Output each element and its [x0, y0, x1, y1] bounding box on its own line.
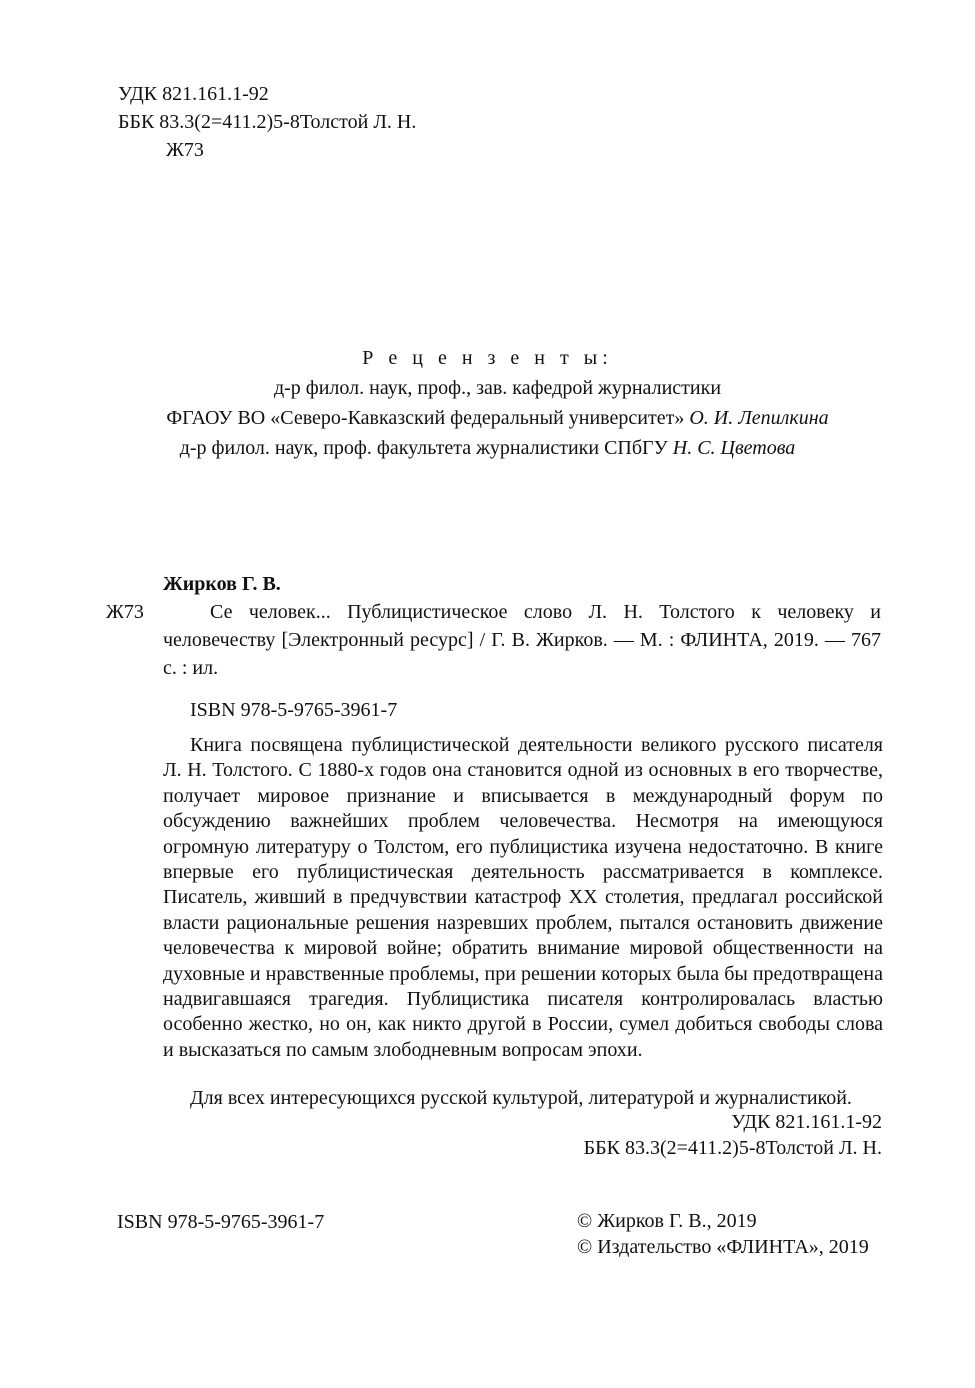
annotation-text: Книга посвящена публицистической деятельности великого русского писателя Л. Н. Толстого. С 1880-х годов она становится одной из основных в его творчестве, получает мировое признание и вписывается в международный форум по обсуждению важнейших проблем человечества. Несмотря на имеющуюся огромную литературу о Толстом, его публицистика изучена недостаточно. В книге впервые его публицистическая деятельность рассматривается в комплексе. Писатель, живший в предчувствии катастроф XX столетия, предлагал российской власти рациональные решения назревших проблем, пытался остановить движение человечества к мировой войне; обратить внимание мировой общественности на духовные и нравственные проблемы, при решении которых была бы предотвращена надвигавшаяся трагедия. Публицистика писателя контролировалась властью особенно жестко, но он, как никто другой в России, сумел добиться свободы слова и высказаться по самым злободневным вопросам эпохи.	[163, 734, 883, 1061]
reviewer-affiliation: д-р филол. наук, проф. факультета журналистики СПбГУ	[179, 437, 673, 459]
reviewers-title: Р е ц е н з е н т ы:	[362, 347, 613, 369]
annotation	[163, 733, 883, 1063]
reviewer-name: О. И. Лепилкина	[689, 407, 829, 429]
bbk-code: ББК 83.3(2=411.2)5-8Толстой Л. Н.	[118, 111, 417, 133]
reviewer-line-1: д-р филол. наук, проф., зав. кафедрой журналистики	[273, 377, 722, 399]
reviewer-line-3	[0, 433, 975, 463]
record-description	[163, 598, 881, 682]
cutter-code: Ж73	[166, 139, 204, 161]
reviewer-affiliation: ФГАОУ ВО «Северо-Кавказский федеральный университет»	[166, 407, 690, 429]
copyright-block	[577, 1208, 869, 1260]
audience-note: Для всех интересующихся русской культурой, литературой и журналистикой.	[190, 1087, 852, 1109]
record-isbn: ISBN 978-5-9765-3961-7	[190, 699, 398, 721]
record-udk: УДК 821.161.1-92	[731, 1111, 882, 1133]
record-description-text: Се человек... Публицистическое слово Л. Н. Толстого к человеку и человечеству [Электронный ресурс] / Г. В. Жирков. — М. : ФЛИНТА, 2019. — 767 с. : ил.	[163, 601, 881, 679]
copyright-publisher: © Издательство «ФЛИНТА», 2019	[577, 1236, 869, 1258]
reviewer-line-2	[0, 403, 975, 433]
footer-isbn: ISBN 978-5-9765-3961-7	[117, 1211, 325, 1233]
copyright-author: © Жирков Г. В., 2019	[577, 1210, 757, 1232]
reviewer-name: Н. С. Цветова	[672, 437, 796, 459]
classification-codes	[118, 80, 416, 164]
record-bbk: ББК 83.3(2=411.2)5-8Толстой Л. Н.	[583, 1137, 882, 1159]
record-codes	[584, 1109, 882, 1161]
reviewers-block	[0, 343, 975, 463]
udk-code: УДК 821.161.1-92	[118, 83, 269, 105]
record-author: Жирков Г. В.	[163, 573, 281, 595]
record-cutter: Ж73	[106, 601, 144, 623]
